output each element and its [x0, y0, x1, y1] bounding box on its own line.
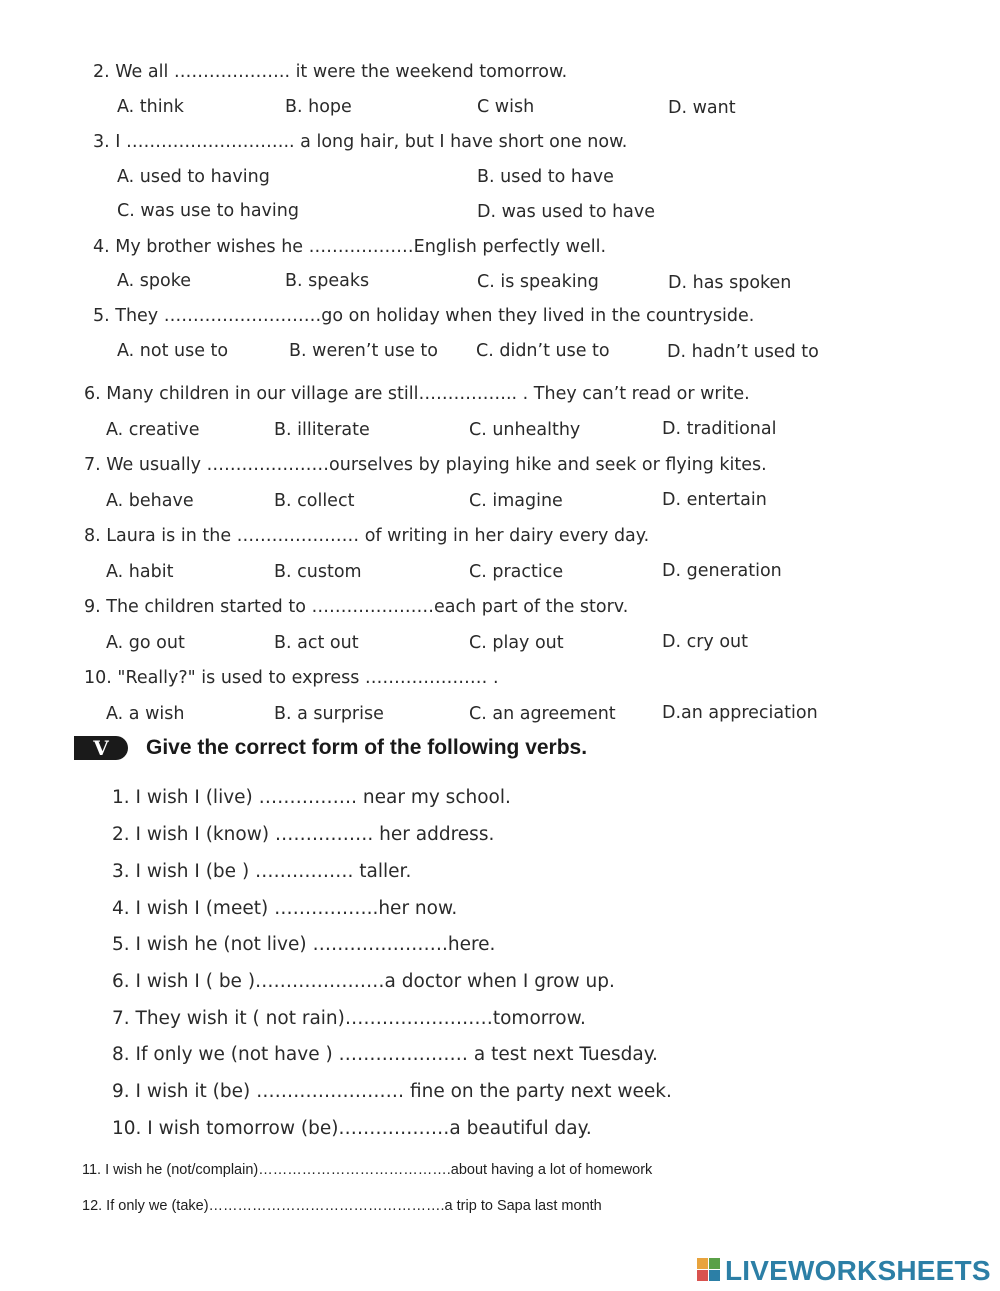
question-stem: 8. Laura is in the ………………… of writing in her dairy every day. — [84, 526, 650, 546]
option-a[interactable]: A. think — [117, 97, 184, 117]
option-d[interactable]: D. traditional — [662, 419, 777, 439]
option-d[interactable]: D. hadn’t used to — [667, 342, 819, 362]
question-stem: 2. We all ……………….. it were the weekend tomorrow. — [93, 62, 568, 82]
option-b[interactable]: B. collect — [274, 491, 355, 511]
option-a[interactable]: A. habit — [106, 562, 174, 582]
option-d[interactable]: D. cry out — [662, 632, 748, 652]
question-stem: 10. "Really?" is used to express ………………… . — [84, 668, 499, 688]
option-a[interactable]: A. go out — [106, 633, 185, 653]
verb-item[interactable]: 4. I wish I (meet) ……………..her now. — [112, 898, 458, 919]
option-b[interactable]: B. act out — [274, 633, 359, 653]
question-stem: 5. They ………………………go on holiday when they lived in the countryside. — [93, 306, 755, 326]
option-c[interactable]: C wish — [477, 97, 535, 117]
option-c[interactable]: C. an agreement — [469, 704, 616, 724]
section-badge: V — [74, 736, 128, 760]
option-b[interactable]: B. speaks — [285, 271, 370, 291]
verb-item[interactable]: 6. I wish I ( be )…………………a doctor when I grow up. — [112, 971, 615, 992]
question-stem: 6. Many children in our village are still…………….. . They can’t read or write. — [84, 384, 750, 404]
verb-item[interactable]: 3. I wish I (be ) ……………. taller. — [112, 861, 412, 882]
liveworksheets-logo-icon — [697, 1258, 721, 1282]
option-d[interactable]: D.an appreciation — [662, 703, 818, 723]
option-d[interactable]: D. generation — [662, 561, 782, 581]
verb-item[interactable]: 9. I wish it (be) …………………… fine on the party next week. — [112, 1081, 672, 1102]
section-title: Give the correct form of the following verbs. — [146, 736, 588, 759]
option-b[interactable]: B. hope — [285, 97, 352, 117]
option-a[interactable]: A. spoke — [117, 271, 191, 291]
option-a[interactable]: A. used to having — [117, 167, 270, 187]
option-c[interactable]: C. play out — [469, 633, 564, 653]
question-stem: 9. The children started to …………………each part of the storv. — [84, 597, 629, 617]
option-b[interactable]: B. a surprise — [274, 704, 384, 724]
option-c[interactable]: C. practice — [469, 562, 564, 582]
option-a[interactable]: A. not use to — [117, 341, 229, 361]
option-c[interactable]: C. is speaking — [477, 272, 599, 292]
option-b[interactable]: B. used to have — [477, 167, 614, 187]
verb-item[interactable]: 5. I wish he (not live) ………………….here. — [112, 934, 496, 955]
option-b[interactable]: B. illiterate — [274, 420, 370, 440]
option-d[interactable]: D. want — [668, 98, 736, 118]
option-c[interactable]: C. didn’t use to — [476, 341, 610, 361]
option-d[interactable]: D. entertain — [662, 490, 767, 510]
option-d[interactable]: D. was used to have — [477, 202, 656, 222]
verb-item[interactable]: 11. I wish he (not/complain)………………………………….about having a lot of homework — [82, 1162, 653, 1178]
question-stem: 7. We usually …………………ourselves by playing hike and seek or flying kites. — [84, 455, 767, 475]
question-stem: 4. My brother wishes he ………………English perfectly well. — [93, 237, 607, 257]
verb-item[interactable]: 8. If only we (not have ) ………………… a test next Tuesday. — [112, 1044, 658, 1065]
verb-item[interactable]: 7. They wish it ( not rain)……………………tomorrow. — [112, 1008, 586, 1029]
question-stem: 3. I ……………………….. a long hair, but I have short one now. — [93, 132, 628, 152]
option-b[interactable]: B. custom — [274, 562, 362, 582]
option-c[interactable]: C. imagine — [469, 491, 563, 511]
option-a[interactable]: A. a wish — [106, 704, 185, 724]
verb-item[interactable]: 10. I wish tomorrow (be)………………a beautiful day. — [112, 1118, 592, 1139]
option-c[interactable]: C. was use to having — [117, 201, 299, 221]
logo-text: LIVEWORKSHEETS — [725, 1255, 991, 1286]
verb-item[interactable]: 2. I wish I (know) ……………. her address. — [112, 824, 495, 845]
option-a[interactable]: A. creative — [106, 420, 200, 440]
option-a[interactable]: A. behave — [106, 491, 194, 511]
option-d[interactable]: D. has spoken — [668, 273, 792, 293]
verb-item[interactable]: 12. If only we (take)………………………………………….a trip to Sapa last month — [82, 1198, 602, 1214]
option-b[interactable]: B. weren’t use to — [289, 341, 438, 361]
verb-item[interactable]: 1. I wish I (live) ……………. near my school. — [112, 787, 511, 808]
option-c[interactable]: C. unhealthy — [469, 420, 581, 440]
